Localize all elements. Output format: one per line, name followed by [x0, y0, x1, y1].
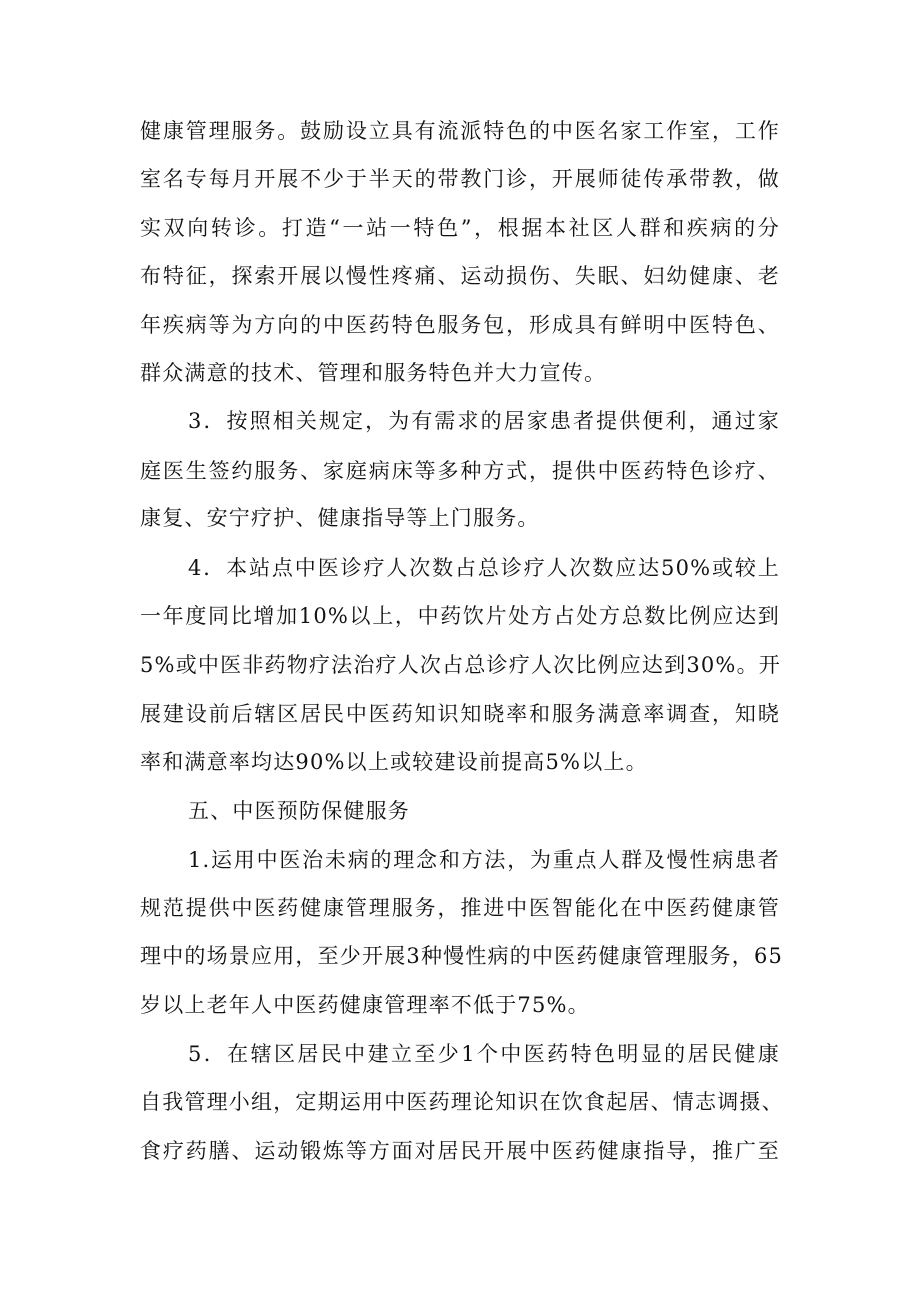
body-text-line: 理中的场景应用，至少开展3种慢性病的中医药健康管理服务，65 [140, 944, 784, 968]
body-text-line: 自我管理小组，定期运用中医药理论知识在饮食起居、情志调摄、 [140, 1090, 784, 1114]
body-text-line: 规范提供中医药健康管理服务，推进中医智能化在中医药健康管 [140, 896, 780, 920]
body-text-line: 岁以上老年人中医药健康管理率不低于75%。 [140, 993, 590, 1017]
body-text-line: 年疾病等为方向的中医药特色服务包，形成具有鲜明中医特色、 [140, 313, 780, 337]
body-text-line: 康复、安宁疗护、健康指导等上门服务。 [140, 506, 540, 530]
body-text-line: 庭医生签约服务、家庭病床等多种方式，提供中医药特色诊疗、 [140, 459, 780, 483]
section-heading: 五、中医预防保健服务 [188, 799, 410, 823]
paragraph-4-first-line: 4．本站点中医诊疗人次数占总诊疗人次数应达50%或较上 [188, 556, 780, 580]
body-text-line: 食疗药膳、运动锻炼等方面对居民开展中医药健康指导，推广至 [140, 1139, 780, 1163]
paragraph-1-first-line: 1.运用中医治未病的理念和方法，为重点人群及慢性病患者 [188, 848, 780, 872]
paragraph-3-first-line: 3．按照相关规定，为有需求的居家患者提供便利，通过家 [188, 409, 780, 433]
body-text-line: 健康管理服务。鼓励设立具有流派特色的中医名家工作室，工作 [140, 119, 780, 143]
body-text-line: 5%或中医非药物疗法治疗人次占总诊疗人次比例应达到30%。开 [140, 653, 781, 677]
body-text-line: 率和满意率均达90%以上或较建设前提高5%以上。 [140, 750, 648, 774]
body-text-line: 室名专每月开展不少于半天的带教门诊，开展师徒传承带教，做 [140, 167, 780, 191]
body-text-line: 布特征，探索开展以慢性疼痛、运动损伤、失眠、妇幼健康、老 [140, 264, 780, 288]
body-text-line: 实双向转诊。打造“一站一特色”，根据本社区人群和疾病的分 [140, 216, 780, 240]
paragraph-5-first-line: 5．在辖区居民中建立至少1个中医药特色明显的居民健康 [188, 1042, 780, 1066]
body-text-line: 群众满意的技术、管理和服务特色并大力宣传。 [140, 361, 607, 385]
body-text-line: 一年度同比增加10%以上，中药饮片处方占处方总数比例应达到 [140, 604, 780, 628]
body-text-line: 展建设前后辖区居民中医药知识知晓率和服务满意率调查，知晓 [140, 702, 780, 726]
